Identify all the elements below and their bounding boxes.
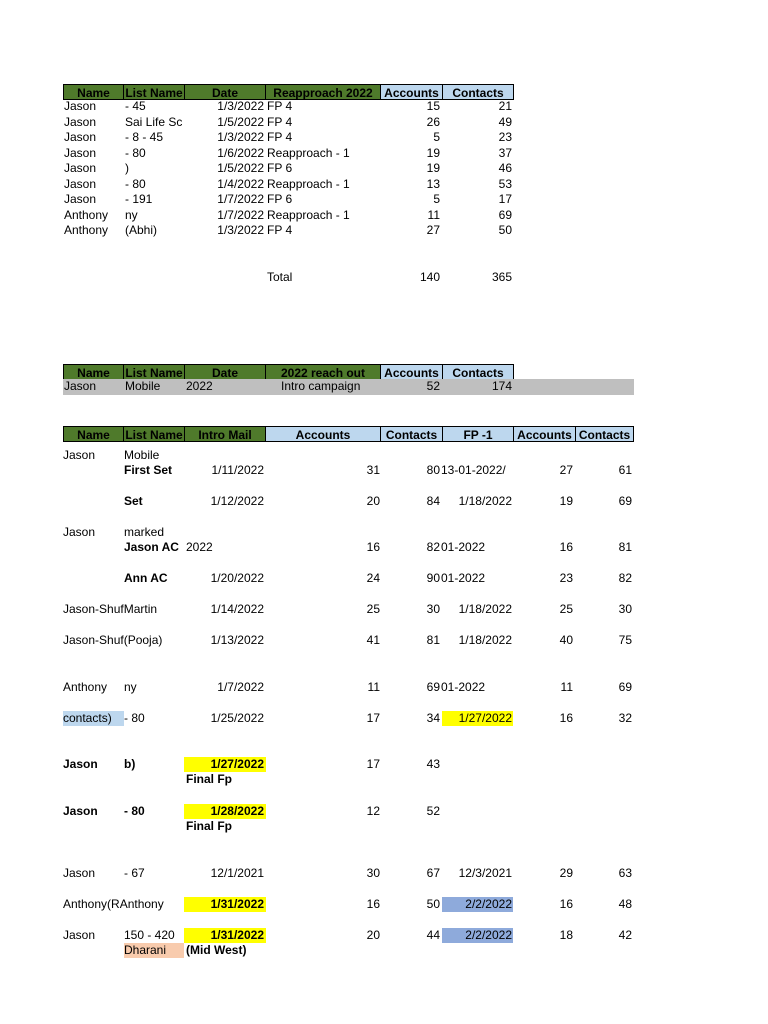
table3-cell-fp-contacts: 42	[618, 928, 632, 942]
table1-cell-list-name: - 80	[125, 177, 146, 191]
table1-cell-accounts: 11	[427, 208, 440, 222]
table3-header-list-name: List Name	[123, 426, 185, 442]
table3-cell-accounts: 31	[366, 463, 380, 477]
table3-cell-fp-accounts: 27	[559, 463, 573, 477]
table3-cell-contacts: 84	[426, 494, 440, 508]
table3-cell-fp-1: 1/27/2022	[442, 711, 513, 726]
table3-cell-fp-contacts: 75	[618, 633, 632, 647]
table1-cell-accounts: 27	[426, 223, 440, 237]
table3-header	[0, 426, 768, 442]
table1-cell-list-name: - 8 - 45	[125, 130, 164, 144]
table2-cell-accounts: 52	[426, 379, 440, 393]
table1-cell-date: 1/6/2022	[217, 146, 264, 160]
table2-cell-name: Jason	[64, 379, 97, 393]
table3-cell-list-name: ny	[124, 680, 137, 694]
table3-header-name: Name	[63, 426, 124, 442]
table3-header-intro-mail: Intro Mail	[184, 426, 266, 442]
table1-cell-name: Jason	[64, 161, 97, 175]
table3-cell-list-name: - 80	[124, 711, 145, 725]
table2-cell-date: 2022	[186, 379, 213, 393]
table2-header-contacts: Contacts	[442, 364, 514, 380]
table3-cell-accounts: 20	[366, 494, 380, 508]
table2-header-date: Date	[184, 364, 266, 380]
table1-cell-contacts: 50	[498, 223, 512, 237]
table3-cell-name: Jason	[63, 448, 96, 462]
table1-cell-reapproach: FP 6	[267, 161, 293, 175]
table1-cell-list-name: )	[125, 161, 129, 175]
table1-cell-date: 1/4/2022	[217, 177, 264, 191]
table1-header-reapproach: Reapproach 2022	[265, 84, 381, 100]
table3-cell-intro-mail: 1/11/2022	[211, 463, 264, 477]
table3-cell-name: Jason-ShufMartin	[63, 602, 158, 616]
table1-cell-date: 1/7/2022	[217, 208, 264, 222]
table1-cell-contacts: 17	[498, 192, 512, 206]
table3-cell-intro-mail: 1/28/2022	[184, 804, 266, 819]
table1-cell-accounts: 13	[426, 177, 440, 191]
table1-cell-reapproach: FP 4	[267, 115, 293, 129]
table3-cell-fp-contacts: 48	[618, 897, 632, 911]
table2-cell-contacts: 174	[491, 379, 512, 393]
table3-header-contacts: Contacts	[380, 426, 443, 442]
table3-cell-fp-contacts: 63	[618, 866, 632, 880]
table3-cell-list-name: Jason AC	[124, 540, 179, 554]
table2-cell-list-name: Mobile	[125, 379, 161, 393]
table2-cell-reach-out: Intro campaign	[281, 379, 361, 393]
table1-cell-reapproach: Reapproach - 1	[267, 177, 350, 191]
table3-cell-note: (Mid West)	[186, 943, 247, 957]
table3-cell-contacts: 34	[426, 711, 440, 725]
table1-cell-date: 1/3/2022	[217, 130, 264, 144]
table3-cell-fp-contacts: 69	[618, 680, 632, 694]
table3-cell-intro-mail: 1/27/2022	[184, 757, 266, 772]
table3-cell-fp-1: 2/2/2022	[442, 928, 513, 943]
table3-cell-contacts: 81	[426, 633, 440, 647]
table3-cell-list-name: marked	[124, 525, 165, 539]
table3-cell-fp-1: 1/18/2022	[458, 602, 512, 616]
table3-cell-accounts: 25	[366, 602, 380, 616]
table3-cell-fp-accounts: 19	[559, 494, 573, 508]
table1-cell-name: Anthony	[64, 208, 109, 222]
table3-cell-intro-mail: 1/14/2022	[210, 602, 264, 616]
table3-cell-accounts: 20	[366, 928, 380, 942]
table1-cell-contacts: 37	[498, 146, 512, 160]
table3-cell-contacts: 43	[426, 757, 440, 771]
table3-cell-accounts: 17	[366, 711, 380, 725]
table3-cell-accounts: 16	[366, 897, 380, 911]
table1-cell-contacts: 69	[498, 208, 512, 222]
table3-cell-contacts: 52	[426, 804, 440, 818]
table3-cell-fp-accounts: 29	[559, 866, 573, 880]
table1-cell-accounts: 19	[426, 161, 440, 175]
table3-cell-fp-contacts: 61	[618, 463, 632, 477]
table1-header	[0, 84, 768, 100]
table3-cell-note: Final Fp	[186, 819, 232, 833]
table3-cell-fp-1: 2/2/2022	[442, 897, 513, 912]
table1-cell-reapproach: FP 4	[267, 223, 293, 237]
table3-cell-accounts: 11	[367, 680, 380, 694]
table3-cell-contacts: 44	[426, 928, 440, 942]
table1-cell-contacts: 23	[498, 130, 512, 144]
table3-cell-contacts: 50	[426, 897, 440, 911]
table3-cell-name: Jason	[63, 525, 96, 539]
table3-cell-intro-mail: 1/20/2022	[210, 571, 264, 585]
table1-total-label: Total	[267, 270, 293, 284]
table1-header-contacts: Contacts	[442, 84, 514, 100]
table1-cell-accounts: 5	[433, 130, 440, 144]
table3-cell-accounts: 41	[366, 633, 380, 647]
table1-cell-list-name: Sai Life Sc	[125, 115, 183, 129]
table1-cell-list-name: - 45	[125, 99, 146, 113]
table3-header-fp-1: FP -1	[442, 426, 514, 442]
table1-cell-accounts: 15	[426, 99, 440, 113]
table3-cell-contacts: 69	[426, 680, 440, 694]
table2-header-name: Name	[63, 364, 124, 380]
table1-cell-accounts: 5	[433, 192, 440, 206]
table1-cell-contacts: 49	[498, 115, 512, 129]
table1-header-name: Name	[63, 84, 124, 100]
table3-cell-fp-accounts: 18	[559, 928, 573, 942]
table3-cell-name: Jason-Shuf(Pooja)	[63, 633, 163, 647]
table1-cell-list-name: - 80	[125, 146, 146, 160]
table1-cell-reapproach: Reapproach - 1	[267, 146, 350, 160]
table3-header-fp-contacts: Contacts	[575, 426, 634, 442]
table3-cell-list-name: Set	[124, 494, 143, 508]
table1-cell-list-name: ny	[125, 208, 138, 222]
table3-cell-intro-mail: 1/7/2022	[217, 680, 264, 694]
table1-cell-date: 1/5/2022	[217, 161, 264, 175]
table3-cell-note: Final Fp	[186, 772, 232, 786]
table3-cell-fp-contacts: 81	[618, 540, 632, 554]
table3-cell-intro-mail: 1/25/2022	[210, 711, 264, 725]
table1-cell-contacts: 46	[498, 161, 512, 175]
table3-cell-list-name: Mobile	[124, 448, 160, 462]
table3-header-accounts: Accounts	[265, 426, 381, 442]
table3-cell-name: contacts)	[63, 711, 124, 726]
table3-cell-fp-contacts: 82	[618, 571, 632, 585]
table3-cell-fp-contacts: 32	[618, 711, 632, 725]
table1-cell-name: Jason	[64, 177, 97, 191]
table1-header-date: Date	[184, 84, 266, 100]
table3-cell-fp-1: 01-2022	[441, 540, 486, 554]
table1-cell-name: Jason	[64, 146, 97, 160]
table3-cell-fp-accounts: 16	[559, 897, 573, 911]
table3-cell-fp-1: 12/3/2021	[458, 866, 512, 880]
table3-cell-list-name: b)	[124, 757, 136, 771]
table3-cell-name: Anthony	[63, 680, 108, 694]
table3-cell-name: Jason	[63, 928, 96, 942]
table1-total-contacts: 365	[491, 270, 512, 284]
table3-cell-fp-accounts: 25	[559, 602, 573, 616]
table1-cell-date: 1/3/2022	[217, 99, 264, 113]
table3-cell-contacts: 80	[426, 463, 440, 477]
table3-cell-fp-accounts: 23	[559, 571, 573, 585]
table3-cell-fp-1: 1/18/2022	[458, 494, 512, 508]
table1-cell-accounts: 26	[426, 115, 440, 129]
table1-cell-reapproach: FP 4	[267, 130, 293, 144]
table2-header-reach-out: 2022 reach out	[265, 364, 381, 380]
table1-cell-contacts: 21	[498, 99, 512, 113]
table3-cell-fp-contacts: 69	[618, 494, 632, 508]
table3-cell-list-name: Ann AC	[124, 571, 168, 585]
table3-cell-contacts: 82	[426, 540, 440, 554]
table3-cell-fp-1: 01-2022	[441, 680, 486, 694]
table1-cell-list-name: - 191	[125, 192, 153, 206]
table1-cell-name: Jason	[64, 130, 97, 144]
table3-cell-contacts: 90	[426, 571, 440, 585]
table3-cell-name: Anthony(RAnthony	[63, 897, 164, 911]
table3-cell-list-extra: 2022	[186, 540, 213, 554]
table3-cell-intro-mail: 12/1/2021	[210, 866, 264, 880]
table3-cell-intro-mail: 1/12/2022	[210, 494, 264, 508]
table3-cell-contacts: 30	[426, 602, 440, 616]
table3-cell-list-name: Dharani	[124, 943, 184, 958]
table1-header-accounts: Accounts	[380, 84, 443, 100]
table3-cell-contacts: 67	[426, 866, 440, 880]
table3-cell-fp-accounts: 40	[559, 633, 573, 647]
table3-cell-list-name: - 67	[124, 866, 145, 880]
table1-cell-accounts: 19	[426, 146, 440, 160]
table1-cell-contacts: 53	[498, 177, 512, 191]
table3-cell-intro-mail: 1/13/2022	[210, 633, 264, 647]
table3-cell-fp-1: 1/18/2022	[458, 633, 512, 647]
table3-cell-accounts: 17	[366, 757, 380, 771]
table1-cell-reapproach: FP 6	[267, 192, 293, 206]
table3-cell-list-name: 150 - 420	[124, 928, 175, 942]
table2-header-list-name: List Name	[123, 364, 185, 380]
table2-header	[0, 364, 768, 380]
table1-cell-date: 1/7/2022	[217, 192, 264, 206]
table3-header-fp-accounts: Accounts	[513, 426, 576, 442]
table1-cell-name: Jason	[64, 192, 97, 206]
table3-cell-fp-contacts: 30	[618, 602, 632, 616]
table3-cell-intro-mail: 1/31/2022	[184, 928, 266, 943]
table3-cell-intro-mail: 1/31/2022	[184, 897, 266, 912]
table1-cell-name: Jason	[64, 99, 97, 113]
table1-cell-date: 1/3/2022	[217, 223, 264, 237]
table1-cell-list-name: (Abhi)	[125, 223, 158, 237]
table3-cell-fp-1: 13-01-2022/	[441, 463, 506, 477]
table3-cell-name: Jason	[63, 757, 98, 771]
table3-cell-accounts: 16	[366, 540, 380, 554]
table3-cell-name: Jason	[63, 866, 96, 880]
table3-cell-name: Jason	[63, 804, 98, 818]
table3-cell-fp-accounts: 16	[559, 540, 573, 554]
table1-cell-name: Jason	[64, 115, 97, 129]
table3-cell-accounts: 24	[366, 571, 380, 585]
table1-header-list-name: List Name	[123, 84, 185, 100]
table3-cell-accounts: 30	[366, 866, 380, 880]
table2-header-accounts: Accounts	[380, 364, 443, 380]
table1-cell-date: 1/5/2022	[217, 115, 264, 129]
table3-cell-fp-accounts: 11	[560, 680, 573, 694]
table1-total-accounts: 140	[419, 270, 440, 284]
table3-cell-accounts: 12	[366, 804, 380, 818]
table1-cell-name: Anthony	[64, 223, 109, 237]
table1-cell-reapproach: Reapproach - 1	[267, 208, 350, 222]
table3-cell-list-name: First Set	[124, 463, 173, 477]
table3-cell-fp-1: 01-2022	[441, 571, 486, 585]
table1-cell-reapproach: FP 4	[267, 99, 293, 113]
table3-cell-fp-accounts: 16	[559, 711, 573, 725]
table3-cell-list-name: - 80	[124, 804, 145, 818]
